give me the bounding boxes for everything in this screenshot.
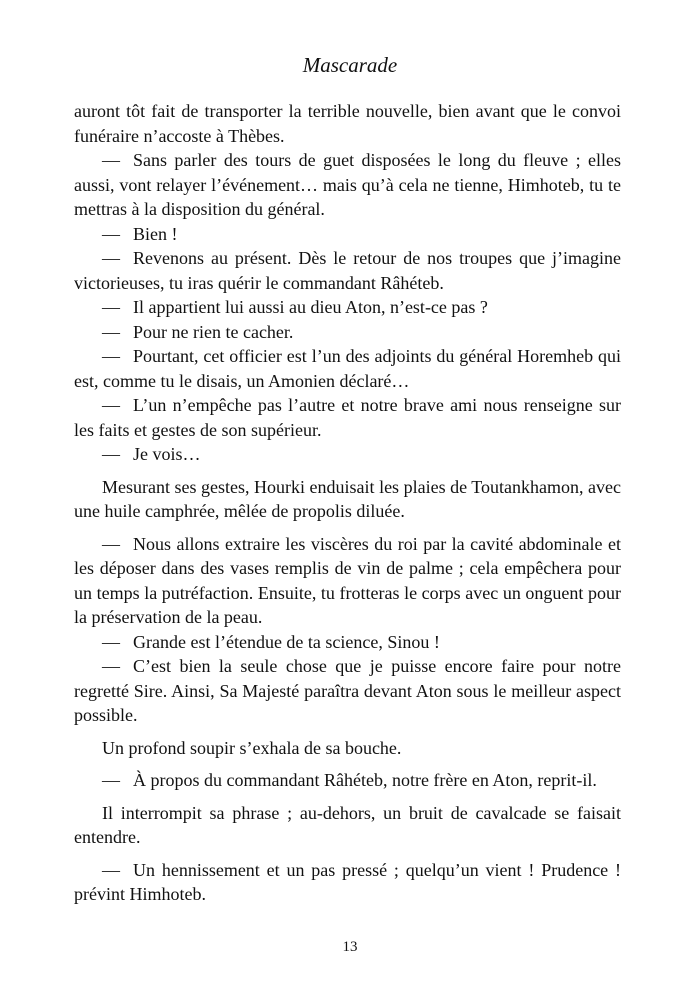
dialogue-dash: —: [102, 656, 120, 676]
narration-paragraph: [74, 475, 621, 524]
book-text: [74, 99, 621, 907]
dialogue-paragraph: [74, 442, 621, 467]
paragraph-text: Un profond soupir s’exhala de sa bouche.: [102, 737, 402, 758]
dialogue-dash: —: [102, 533, 120, 554]
dialogue-paragraph: [74, 246, 621, 295]
dialogue-paragraph: [74, 393, 621, 442]
paragraph-text: Un hennissement et un pas pressé ; quelqu’un vient ! Prudence ! prévint Himhoteb.: [74, 859, 621, 904]
dialogue-dash: —: [102, 395, 120, 415]
continued-paragraph: [74, 99, 621, 148]
dialogue-dash: —: [102, 297, 120, 317]
dialogue-paragraph: [74, 320, 621, 345]
paragraph-text: Il interrompit sa phrase ; au-dehors, un bruit de cavalcade se faisait entendre.: [74, 802, 621, 847]
page-number: 13: [342, 939, 358, 955]
dialogue-dash: —: [102, 631, 120, 652]
paragraph-text: Nous allons extraire les viscères du roi par la cavité abdominale et les déposer dans des vases remplis de vin de palme ; cela empêchera pour un temps la putréfaction. Ensuite, tu frotteras le corps avec un onguent pour la préservation de la peau.: [74, 533, 621, 627]
paragraph-text: Bien !: [133, 223, 178, 244]
paragraph-text: Il appartient lui aussi au dieu Aton, n’est-ce pas ?: [133, 297, 488, 317]
dialogue-dash: —: [102, 346, 120, 366]
paragraph-text: C’est bien la seule chose que je puisse encore faire pour notre regretté Sire. Ainsi, Sa Majesté paraîtra devant Aton sous le meilleur aspect possible.: [74, 656, 621, 725]
running-header: Mascarade: [302, 53, 398, 77]
dialogue-dash: —: [102, 248, 120, 268]
paragraph-text: Revenons au présent. Dès le retour de nos troupes que j’imagine victorieuses, tu iras quérir le commandant Râhéteb.: [74, 248, 621, 293]
dialogue-paragraph: [74, 148, 621, 222]
dialogue-paragraph: [74, 295, 621, 320]
dialogue-dash: —: [102, 150, 120, 170]
paragraph-text: À propos du commandant Râhéteb, notre frère en Aton, reprit-il.: [133, 770, 597, 790]
dialogue-dash: —: [102, 859, 120, 880]
paragraph-text: Grande est l’étendue de ta science, Sinou !: [133, 631, 440, 652]
narration-paragraph: [74, 736, 621, 761]
paragraph-text: Mesurant ses gestes, Hourki enduisait les plaies de Toutankhamon, avec une huile camphrée, mêlée de propolis diluée.: [74, 476, 621, 521]
dialogue-paragraph: [74, 654, 621, 728]
paragraph-text: Sans parler des tours de guet disposées le long du fleuve ; elles aussi, vont relayer l’événement… mais qu’à cela ne tienne, Himhoteb, tu te mettras à la disposition du général.: [74, 150, 621, 219]
paragraph-text: Pour ne rien te cacher.: [133, 321, 294, 342]
dialogue-paragraph: [74, 858, 621, 907]
narration-paragraph: [74, 801, 621, 850]
dialogue-dash: —: [102, 444, 120, 464]
paragraph-text: L’un n’empêche pas l’autre et notre brave ami nous renseigne sur les faits et gestes de son supérieur.: [74, 395, 621, 440]
paragraph-text: Je vois…: [133, 444, 201, 464]
dialogue-paragraph: [74, 630, 621, 655]
paragraph-text: auront tôt fait de transporter la terrible nouvelle, bien avant que le convoi funéraire n’accoste à Thèbes.: [74, 101, 621, 146]
dialogue-paragraph: [74, 768, 621, 793]
dialogue-dash: —: [102, 223, 120, 244]
paragraph-text: Pourtant, cet officier est l’un des adjoints du général Horemheb qui est, comme tu le disais, un Amonien déclaré…: [74, 346, 621, 391]
dialogue-dash: —: [102, 770, 120, 790]
dialogue-dash: —: [102, 321, 120, 342]
dialogue-paragraph: [74, 222, 621, 247]
dialogue-paragraph: [74, 532, 621, 630]
dialogue-paragraph: [74, 344, 621, 393]
